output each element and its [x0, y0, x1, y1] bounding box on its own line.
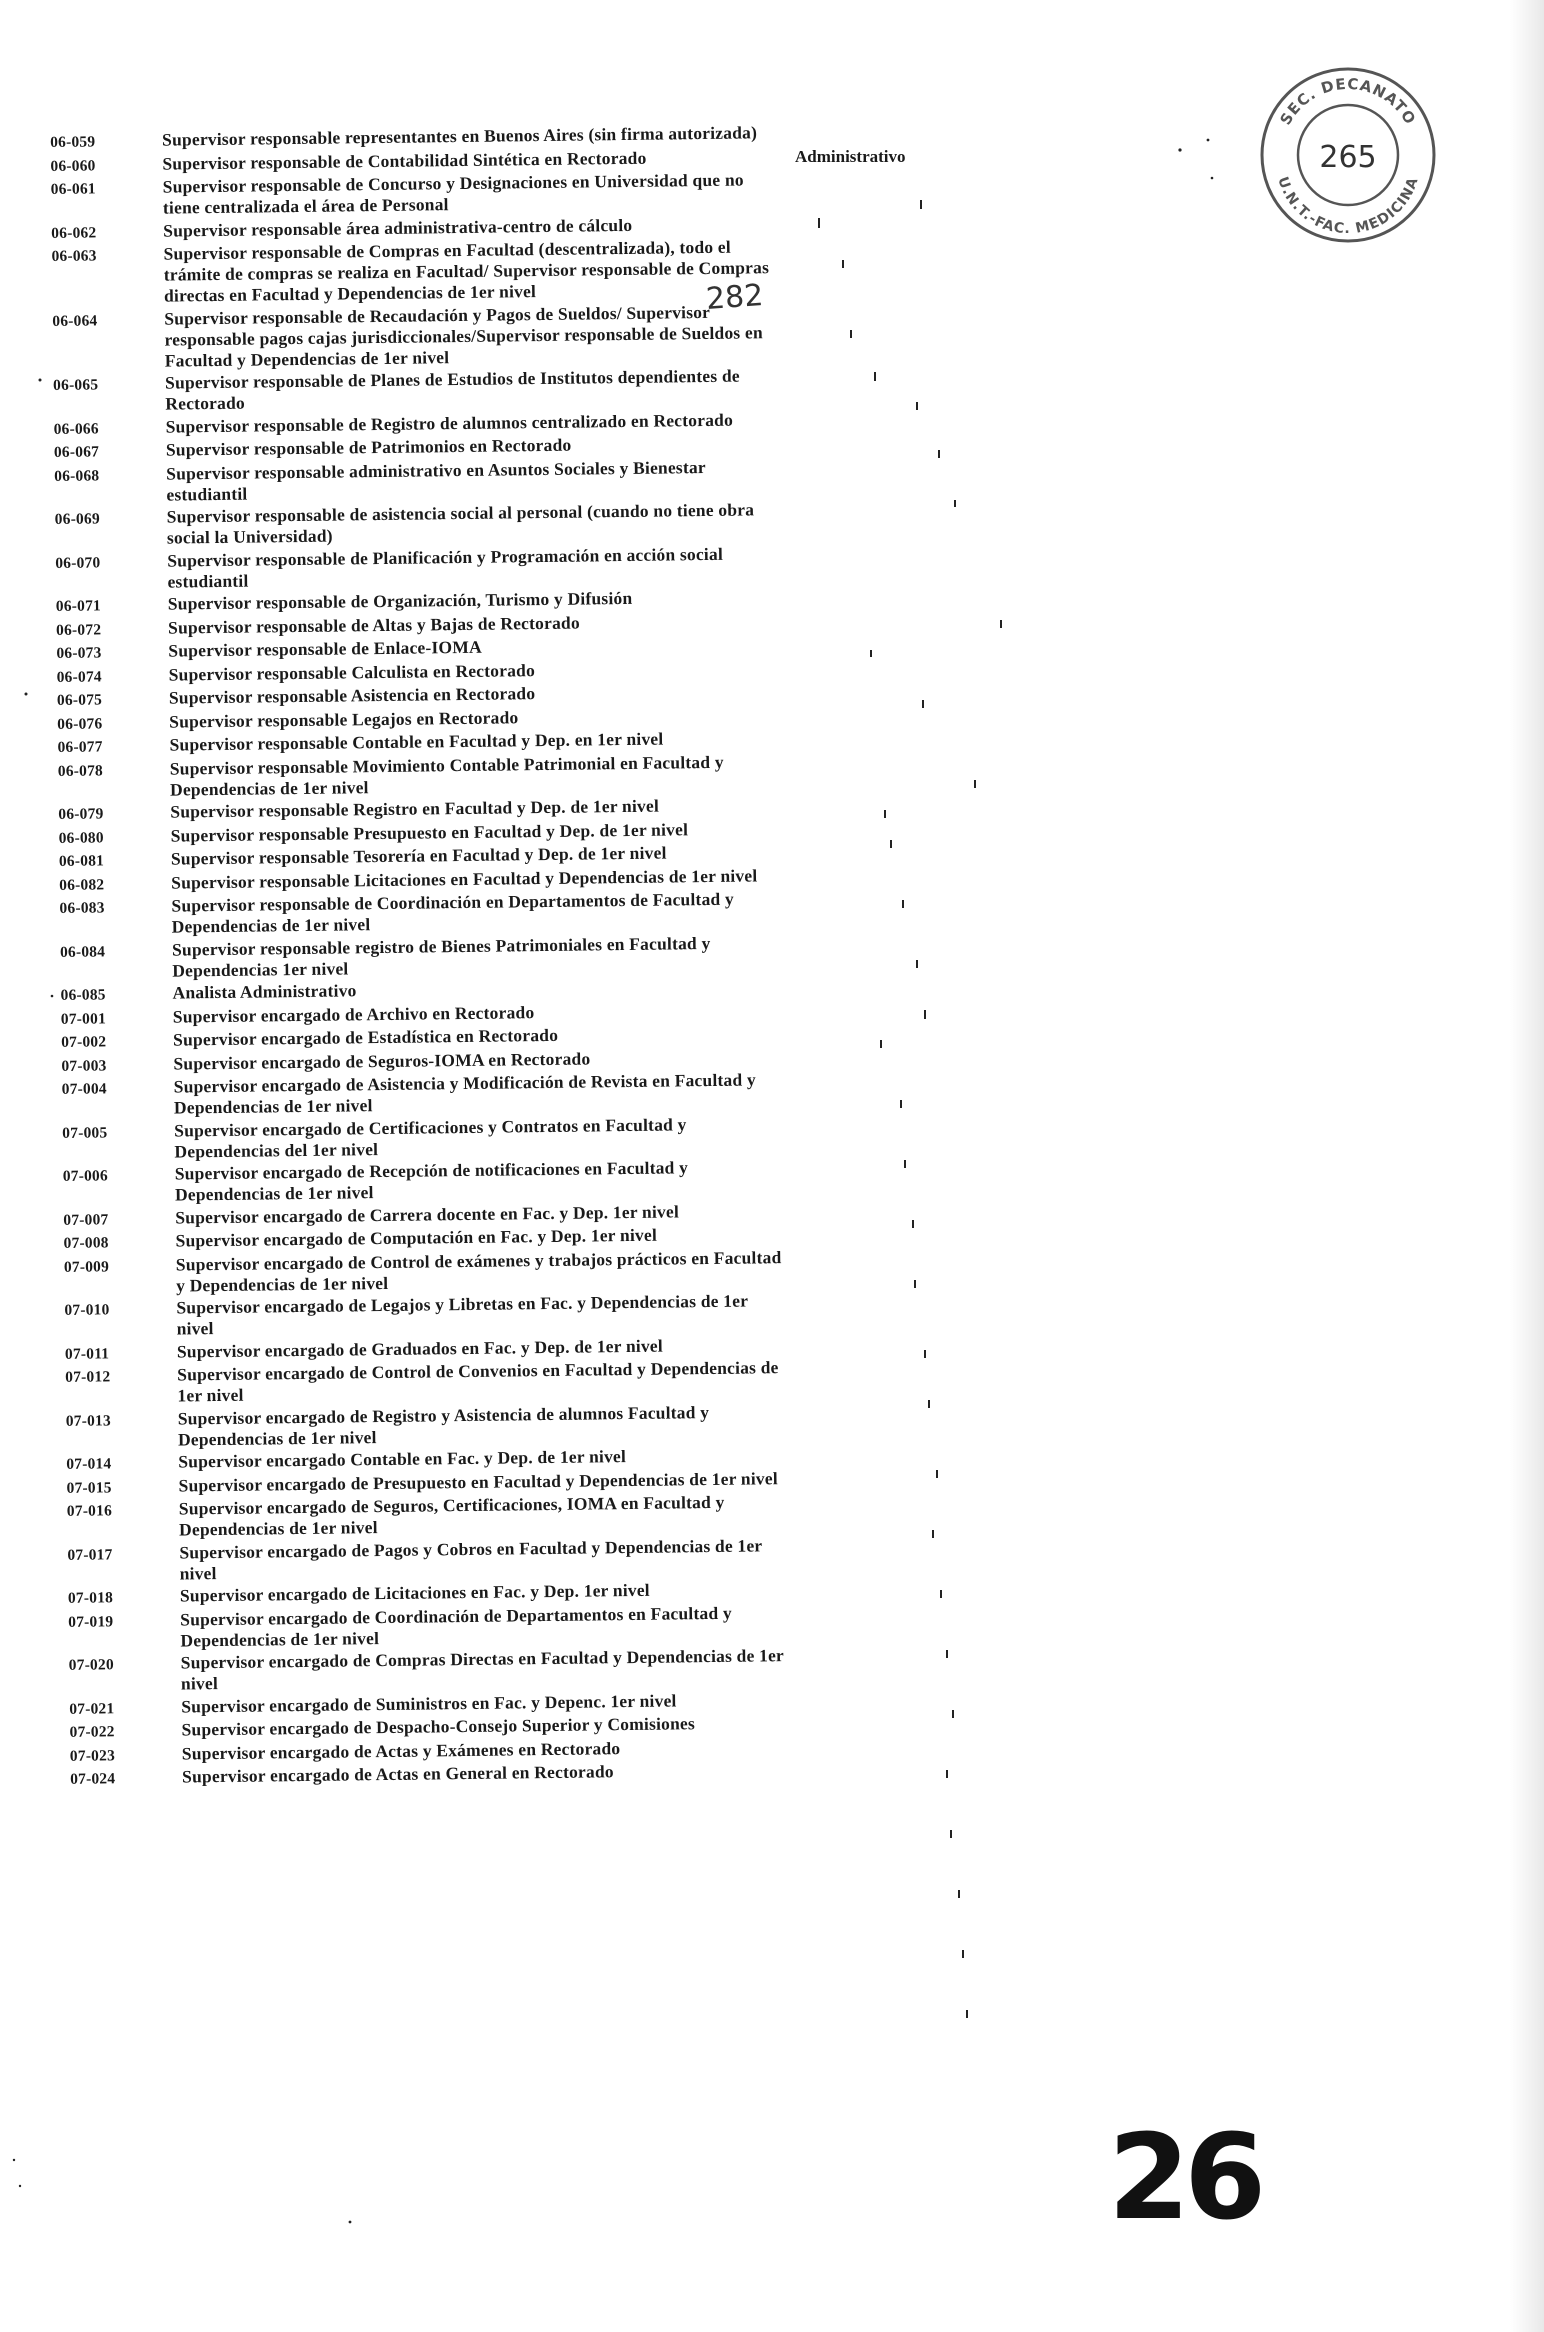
- entry-description: Supervisor responsable de Coordinación en Departamentos de Facultad y Dependencias de 1er nivel: [171, 888, 735, 937]
- svg-text:SEC. DECANATO: [1276, 75, 1419, 128]
- side-label: Administrativo: [795, 147, 906, 166]
- list-item: [53, 365, 773, 416]
- entry-description: Supervisor encargado de Actas y Exámenes en Rectorado: [181, 1737, 621, 1764]
- page-number: 26: [1108, 2108, 1261, 2246]
- entry-code: 07-020: [68, 1656, 114, 1674]
- list-item: [51, 236, 772, 308]
- entry-code: 07-002: [61, 1033, 107, 1051]
- entry-code: 06-082: [59, 875, 105, 894]
- faculty-stamp: [1258, 65, 1438, 245]
- position-code-list: [50, 122, 790, 1791]
- entry-code: 06-061: [50, 180, 96, 198]
- entry-code: 06-068: [54, 466, 100, 485]
- entry-code: 07-014: [66, 1455, 112, 1473]
- list-item: [68, 1602, 788, 1653]
- entry-code: 06-066: [53, 419, 99, 438]
- list-item: [55, 543, 775, 594]
- entry-description: Supervisor responsable representantes en Buenos Aires (sin firma autorizada): [161, 122, 758, 150]
- entry-code: 06-071: [55, 597, 102, 615]
- entry-description: Supervisor responsable administrativo en Asuntos Sociales y Bienestar estudiantil: [166, 456, 706, 505]
- entry-description: Analista Administrativo: [172, 980, 357, 1003]
- entry-code: 07-019: [68, 1612, 114, 1631]
- list-item: [67, 1535, 787, 1586]
- entry-description: Supervisor responsable de Concurso y Designaciones en Universidad que no tiene centralizada el área de Personal: [162, 169, 744, 218]
- entry-description: Supervisor encargado de Control de Convenios en Facultad y Dependencias de 1er nivel: [177, 1357, 779, 1406]
- entry-description: Supervisor responsable de Recaudación y Pagos de Sueldos/ Supervisor responsable pagos cajas jurisdiccionales/Supervisor responsable de Sueldos en Facultad y Dependencias de 1er nivel: [164, 301, 763, 371]
- entry-code: 07-024: [70, 1770, 116, 1788]
- entry-code: 06-070: [55, 553, 101, 572]
- entry-code: 07-012: [65, 1368, 111, 1386]
- entry-description: Supervisor responsable de Compras en Facultad (descentralizada), todo el trámite de compras se realiza en Facultad/ Supervisor responsable de Compras directas en Facultad y Dependencias de 1er nivel: [163, 236, 770, 306]
- entry-code: 06-064: [52, 311, 98, 330]
- entry-description: Supervisor encargado de Estadística en Rectorado: [172, 1024, 559, 1050]
- entry-code: 06-078: [57, 761, 104, 780]
- entry-description: Supervisor encargado de Compras Directas en Facultad y Dependencias de 1er nivel: [180, 1645, 784, 1694]
- entry-description: Supervisor encargado de Coordinación de Departamentos en Facultad y Dependencias de 1er nivel: [180, 1602, 732, 1651]
- stamp-top-text: SEC. DECANATO: [1276, 74, 1420, 129]
- entry-code: 06-076: [57, 714, 103, 733]
- entry-description: Supervisor responsable Licitaciones en Facultad y Dependencias de 1er nivel: [171, 864, 758, 893]
- entry-description: Supervisor responsable de Planes de Estudios de Institutos dependientes de Rectorado: [164, 365, 740, 414]
- entry-code: 07-022: [69, 1723, 115, 1741]
- entry-description: Supervisor encargado de Suministros en Fac. y Depenc. 1er nivel: [181, 1689, 677, 1717]
- entry-description: Supervisor encargado de Presupuesto en Facultad y Dependencias de 1er nivel: [178, 1467, 778, 1496]
- entry-code: 07-004: [61, 1080, 107, 1098]
- entry-description: Supervisor encargado de Registro y Asistencia de alumnos Facultad y Dependencias de 1er nivel: [177, 1401, 710, 1450]
- entry-description: Supervisor responsable de Registro de alumnos centralizado en Rectorado: [165, 409, 734, 437]
- list-item: [64, 1247, 784, 1298]
- entry-code: 06-081: [58, 852, 105, 870]
- entry-code: 07-005: [62, 1123, 108, 1142]
- entry-code: 07-003: [61, 1056, 107, 1075]
- entry-code: 07-017: [67, 1545, 113, 1564]
- list-item: [51, 169, 771, 220]
- entry-code: 06-075: [56, 691, 103, 709]
- entry-code: 06-067: [53, 443, 100, 461]
- entry-description: Supervisor responsable de Contabilidad Sintética en Rectorado: [162, 147, 647, 174]
- entry-code: 07-009: [63, 1257, 110, 1276]
- entry-code: 07-008: [63, 1234, 109, 1252]
- list-item: [59, 888, 779, 939]
- entry-description: Supervisor responsable de asistencia social al personal (cuando no tiene obra social la Universidad): [166, 499, 755, 548]
- list-item: [54, 456, 774, 507]
- entry-description: Supervisor responsable Registro en Facultad y Dep. de 1er nivel: [170, 795, 660, 822]
- entry-description: Supervisor responsable de Organización, Turismo y Difusión: [167, 587, 633, 614]
- entry-code: 06-063: [51, 247, 97, 265]
- entry-code: 06-074: [56, 667, 102, 686]
- entry-code: 06-069: [54, 510, 100, 528]
- entry-description: Supervisor encargado de Seguros, Certificaciones, IOMA en Facultad y Dependencias de 1er nivel: [178, 1491, 725, 1540]
- list-item: [65, 1357, 785, 1408]
- entry-description: Supervisor encargado de Licitaciones en Fac. y Dep. 1er nivel: [179, 1579, 650, 1606]
- entry-code: 06-065: [53, 376, 99, 394]
- entry-description: Supervisor encargado de Actas en General en Rectorado: [181, 1761, 614, 1787]
- list-item: [63, 1156, 783, 1207]
- entry-description: Supervisor responsable de Patrimonios en Rectorado: [165, 434, 572, 460]
- list-item: [66, 1401, 786, 1452]
- entry-description: Supervisor encargado de Seguros-IOMA en Rectorado: [173, 1047, 591, 1074]
- entry-code: 07-021: [69, 1699, 115, 1718]
- entry-code: 06-077: [57, 738, 103, 756]
- entry-description: Supervisor encargado de Archivo en Rectorado: [172, 1001, 535, 1027]
- entry-code: 06-059: [50, 133, 96, 151]
- entry-description: Supervisor encargado de Pagos y Cobros en Facultad y Dependencias de 1er nivel: [179, 1534, 763, 1584]
- entry-code: 07-006: [62, 1167, 108, 1185]
- entry-code: 06-060: [50, 156, 96, 175]
- entry-code: 07-015: [66, 1478, 112, 1497]
- entry-description: Supervisor responsable de Enlace-IOMA: [168, 636, 482, 661]
- entry-code: 06-073: [56, 644, 102, 662]
- entry-description: Supervisor responsable de Planificación y Programación en acción social estudiantil: [167, 543, 724, 592]
- entry-code: 07-013: [65, 1411, 111, 1430]
- entry-description: Supervisor encargado de Asistencia y Modificación de Revista en Facultad y Dependencias de 1er nivel: [173, 1069, 756, 1118]
- entry-description: Supervisor encargado de Graduados en Fac. y Dep. de 1er nivel: [176, 1335, 664, 1362]
- entry-description: Supervisor encargado de Legajos y Libretas en Fac. y Dependencias de 1er nivel: [176, 1290, 748, 1339]
- entry-code: 06-085: [60, 986, 106, 1004]
- entry-description: Supervisor encargado de Certificaciones y Contratos en Facultad y Dependencias del 1er nivel: [174, 1113, 687, 1162]
- entry-description: Supervisor encargado Contable en Fac. y Dep. de 1er nivel: [178, 1446, 627, 1472]
- handwritten-note: 282: [704, 278, 765, 317]
- entry-code: 06-084: [59, 942, 106, 961]
- entry-code: 06-079: [58, 805, 104, 823]
- stamp-number: 265: [1319, 140, 1377, 175]
- entry-description: Supervisor responsable Asistencia en Rectorado: [168, 683, 536, 708]
- entry-description: Supervisor responsable Calculista en Rectorado: [168, 659, 536, 685]
- entry-code: 06-080: [58, 828, 104, 847]
- entry-code: 06-062: [51, 223, 97, 242]
- entry-description: Supervisor responsable registro de Bienes Patrimoniales en Facultad y Dependencias 1er nivel: [171, 932, 711, 981]
- list-item: [55, 499, 775, 550]
- entry-description: Supervisor encargado de Control de exámenes y trabajos prácticos en Facultad y Dependencias de 1er nivel: [175, 1246, 782, 1296]
- entry-code: 07-023: [69, 1746, 116, 1765]
- entry-code: 07-011: [64, 1344, 110, 1363]
- entry-description: Supervisor encargado de Computación en Fac. y Dep. 1er nivel: [175, 1224, 658, 1251]
- entry-description: Supervisor responsable Legajos en Rectorado: [169, 706, 519, 732]
- entry-code: 07-016: [66, 1502, 113, 1520]
- entry-code: 07-007: [63, 1210, 109, 1229]
- entry-description: Supervisor responsable Contable en Facultad y Dep. en 1er nivel: [169, 728, 664, 755]
- entry-description: Supervisor encargado de Despacho-Consejo Superior y Comisiones: [181, 1713, 696, 1740]
- entry-description: Supervisor encargado de Carrera docente en Fac. y Dep. 1er nivel: [175, 1200, 680, 1228]
- list-item: [58, 751, 778, 802]
- list-item: [64, 1290, 784, 1341]
- list-item: [69, 1645, 789, 1696]
- entry-description: Supervisor responsable Movimiento Contable Patrimonial en Facultad y Dependencias de 1er nivel: [169, 751, 724, 800]
- stamp-bottom-text: U.N.T.-FAC. MEDICINA: [1274, 174, 1422, 238]
- list-item: [67, 1491, 787, 1542]
- entry-code: 07-001: [60, 1009, 107, 1028]
- entry-description: Supervisor responsable Presupuesto en Facultad y Dep. de 1er nivel: [170, 818, 689, 846]
- list-item: [52, 301, 773, 373]
- entry-description: Supervisor responsable de Altas y Bajas de Rectorado: [167, 612, 580, 638]
- entry-description: Supervisor responsable área administrativa-centro de cálculo: [163, 214, 633, 241]
- list-item: [60, 932, 780, 983]
- entry-code: 06-072: [55, 620, 102, 639]
- list-item: [62, 1069, 782, 1120]
- entry-code: 07-010: [64, 1301, 110, 1319]
- entry-description: Supervisor encargado de Recepción de notificaciones en Facultad y Dependencias de 1er nivel: [174, 1157, 689, 1205]
- list-item: [62, 1113, 782, 1164]
- entry-code: 06-083: [59, 899, 105, 917]
- entry-description: Supervisor responsable Tesorería en Facultad y Dep. de 1er nivel: [170, 842, 667, 869]
- entry-code: 07-018: [67, 1589, 114, 1607]
